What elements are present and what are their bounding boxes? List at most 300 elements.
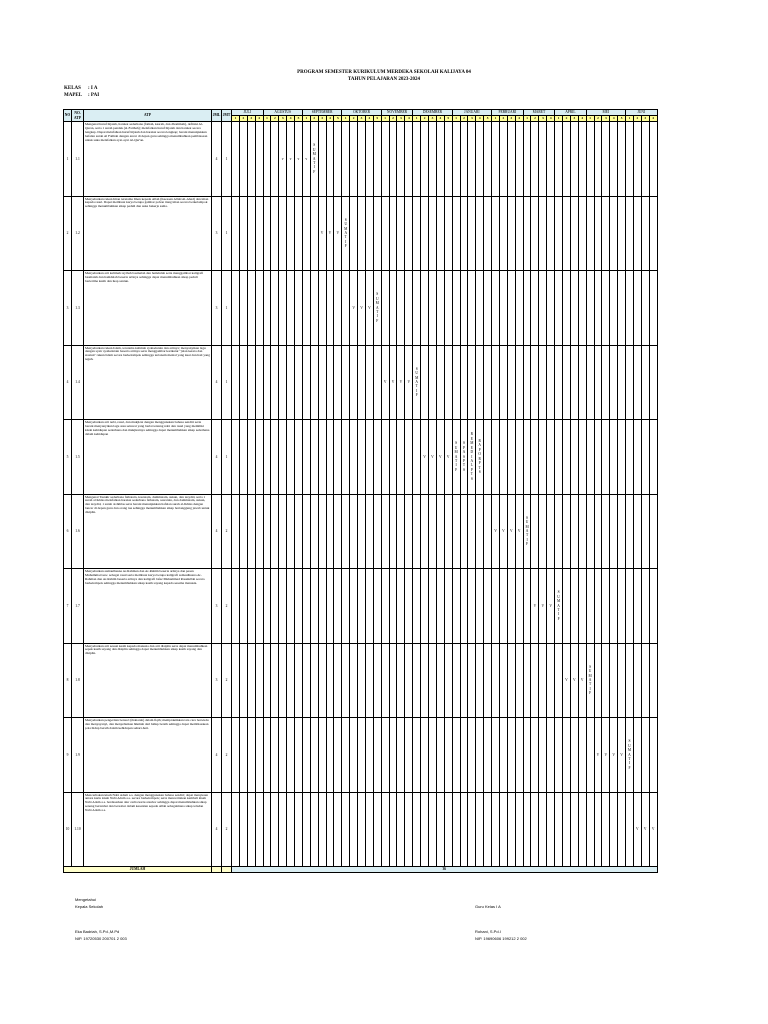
week-cell [318,643,326,718]
table-row [64,569,658,644]
week-cell [492,643,500,718]
jmt-value: 1 [222,420,232,495]
week-cell [302,718,310,793]
week-cell [626,569,634,644]
week-cell [476,569,484,644]
week-cell [649,494,657,569]
week-cell [515,271,523,346]
header-no: NO [64,110,72,122]
jml-value: 3 [212,643,222,718]
week-cell [468,196,476,271]
week-mark: V [641,792,649,867]
week-cell [342,271,350,346]
week-cell [421,792,429,867]
week-cell [405,196,413,271]
week-cell [602,271,610,346]
week-mark: S U M A T I F [523,494,531,569]
week-cell [334,271,342,346]
week-cell [421,494,429,569]
week-cell [255,569,263,644]
week-number: 3 [507,116,515,122]
week-cell [350,792,358,867]
week-cell [413,569,421,644]
week-cell [326,792,334,867]
week-cell [547,718,555,793]
week-cell [570,345,578,420]
week-number: 1 [342,116,350,122]
week-cell [618,420,626,495]
week-cell [484,345,492,420]
week-cell [318,271,326,346]
week-cell [610,494,618,569]
week-cell [531,122,539,197]
week-cell [389,196,397,271]
week-cell [287,569,295,644]
week-cell [602,345,610,420]
week-mark: R E M E D I A L P T S [468,420,476,495]
week-cell [271,345,279,420]
week-cell [444,569,452,644]
week-cell [460,196,468,271]
week-cell [239,718,247,793]
week-cell [239,196,247,271]
week-cell [405,569,413,644]
week-cell [405,122,413,197]
week-cell [405,718,413,793]
week-cell [436,494,444,569]
week-cell [247,122,255,197]
week-cell [232,569,240,644]
week-cell [602,569,610,644]
week-cell [633,271,641,346]
week-cell [499,569,507,644]
week-cell [626,643,634,718]
week-number: 3 [570,116,578,122]
week-cell [476,792,484,867]
week-cell [373,792,381,867]
week-cell [295,569,303,644]
week-cell [405,271,413,346]
week-cell [232,792,240,867]
week-cell [507,643,515,718]
week-cell [350,420,358,495]
week-cell [405,494,413,569]
week-cell [381,122,389,197]
week-number: 2 [389,116,397,122]
row-number: 10 [64,792,72,867]
week-cell [334,792,342,867]
week-cell [649,569,657,644]
week-mark: V [389,345,397,420]
week-cell [586,718,594,793]
week-cell [342,569,350,644]
week-cell [586,271,594,346]
week-number: 4 [610,116,618,122]
week-cell [547,420,555,495]
week-cell [570,569,578,644]
week-cell [436,196,444,271]
week-cell [413,643,421,718]
week-cell [547,643,555,718]
week-cell [263,196,271,271]
week-cell [578,196,586,271]
week-cell [263,718,271,793]
week-cell [476,494,484,569]
atp-description: Mengenal Tasnkir sederhana fathatain, kasratain, dummatain, sukun, dan tasydid, serta 1 surah al ikhlas melafalkan harakat sederhana fathatain, sasratain, dan dammatain, sukun, dan tasydid, 1 surah al-Ikhlas serta berani menunjukkan hafalan surah al-Ikhlas dengan lancar di depan guru dan orang tua sehingga menumbuhkan sikap bertanggung jawab untuk disiplin. [84,494,212,569]
week-cell [334,718,342,793]
week-cell [302,494,310,569]
week-cell [381,420,389,495]
week-cell [594,643,602,718]
week-cell [271,122,279,197]
week-cell [570,271,578,346]
week-cell [279,271,287,346]
week-mark: V [405,345,413,420]
jml-value: 4 [212,122,222,197]
week-cell [302,420,310,495]
week-cell [484,569,492,644]
week-cell [570,420,578,495]
week-cell [389,643,397,718]
week-cell [358,420,366,495]
week-cell [484,718,492,793]
atp-number: 1.7 [72,569,84,644]
week-cell [570,122,578,197]
week-cell [547,792,555,867]
week-number: 1 [523,116,531,122]
week-number: 2 [310,116,318,122]
table-row [64,792,658,867]
guru-kelas-nip: NIP. 19690606 199212 2 002 [475,936,527,941]
week-cell [365,345,373,420]
week-cell [476,718,484,793]
week-cell [641,122,649,197]
jmt-value: 2 [222,643,232,718]
guru-kelas-label: Guru Kelas I A [475,904,501,909]
jmt-value: 1 [222,122,232,197]
week-number: 2 [499,116,507,122]
week-cell [594,196,602,271]
week-cell [421,196,429,271]
week-cell [255,271,263,346]
week-cell [310,718,318,793]
footer-jmt-cell [222,867,232,873]
week-cell [586,494,594,569]
jmt-value: 2 [222,792,232,867]
jml-value: 3 [212,569,222,644]
program-semester-table [63,109,658,873]
week-cell [610,420,618,495]
week-cell [539,420,547,495]
week-cell [539,792,547,867]
week-mark: S U M A T I F [342,196,350,271]
week-number: 1 [263,116,271,122]
week-cell [499,122,507,197]
week-number: 4 [547,116,555,122]
week-cell [563,345,571,420]
week-cell [271,569,279,644]
week-cell [255,196,263,271]
week-cell [271,792,279,867]
week-cell [649,420,657,495]
week-cell [255,420,263,495]
week-cell [452,792,460,867]
week-cell [389,271,397,346]
week-cell [381,196,389,271]
document-title: PROGRAM SEMESTER KURIKULUM MERDEKA SEKOLAH KALIJAYA 04 [297,70,471,75]
week-cell [610,271,618,346]
week-cell [263,569,271,644]
week-cell [334,569,342,644]
week-cell [460,271,468,346]
week-cell [602,792,610,867]
week-cell [239,420,247,495]
week-cell [499,643,507,718]
week-mark: V [515,494,523,569]
guru-kelas-name: Rohani, S.Pd.I [475,929,501,934]
week-cell [326,643,334,718]
week-cell [563,420,571,495]
week-cell [271,271,279,346]
week-number: 1 [586,116,594,122]
week-cell [326,271,334,346]
week-number: 3 [397,116,405,122]
week-cell [633,643,641,718]
week-number: 5 [334,116,342,122]
month-header: JULI [232,110,264,116]
week-cell [287,420,295,495]
week-cell [452,122,460,197]
week-cell [271,643,279,718]
week-cell [547,494,555,569]
week-mark: V [429,420,437,495]
week-cell [507,271,515,346]
week-cell [594,569,602,644]
week-cell [515,420,523,495]
week-cell [358,643,366,718]
week-cell [563,494,571,569]
week-number: 5 [618,116,626,122]
week-cell [232,345,240,420]
week-number: 2 [350,116,358,122]
week-cell [586,196,594,271]
row-number: 8 [64,643,72,718]
week-cell [460,122,468,197]
week-cell [484,122,492,197]
week-cell [594,420,602,495]
week-cell [358,792,366,867]
week-cell [602,494,610,569]
week-cell [247,345,255,420]
week-cell [594,792,602,867]
week-mark: V [397,345,405,420]
week-mark: V [633,792,641,867]
week-cell [555,345,563,420]
week-cell [468,792,476,867]
week-cell [318,420,326,495]
week-cell [563,271,571,346]
footer-jml-cell [212,867,222,873]
week-cell [232,196,240,271]
week-cell [239,271,247,346]
week-cell [444,345,452,420]
row-number: 9 [64,718,72,793]
week-mark: V [602,718,610,793]
week-cell [350,122,358,197]
week-cell [563,718,571,793]
week-cell [429,345,437,420]
week-cell [255,792,263,867]
atp-number: 1.9 [72,718,84,793]
week-cell [334,494,342,569]
atp-description: Menyebutkan asmaulhusna Ar-Rahman dan Ar-Rahim beserta artinya dan pesan Muhammad saw. sebagai rasul serta membuat karya berupa kaligrafi asmaulhusna Ar-Rahman dan Ar-Rahim beserta artinya dan kaligrafi lafaz Muhammad Rasulullah secara berkelompok sehingga menumbuhkan sikap kasih sayang kepada sesama manusia. [84,569,212,644]
week-number: 1 [232,116,240,122]
week-cell [342,345,350,420]
week-cell [618,569,626,644]
month-header: JUNI [626,110,658,116]
week-cell [287,271,295,346]
atp-number: 1.6 [72,494,84,569]
week-cell [626,196,634,271]
week-cell [444,271,452,346]
week-cell [295,196,303,271]
week-cell [381,792,389,867]
week-cell [492,271,500,346]
week-cell [302,643,310,718]
month-header: SEPTEMBER [302,110,341,116]
week-cell [373,494,381,569]
footer-row [64,867,658,873]
week-cell [381,643,389,718]
week-cell [618,643,626,718]
week-number: 3 [429,116,437,122]
week-cell [389,420,397,495]
week-cell [232,643,240,718]
week-cell [232,271,240,346]
week-cell [492,718,500,793]
jml-value: 4 [212,718,222,793]
week-cell [389,718,397,793]
atp-number: 1.2 [72,196,84,271]
week-cell [523,792,531,867]
week-cell [641,420,649,495]
week-cell [476,643,484,718]
atp-description: Menyebutkan arti sesuai kasih kepada manusia dan arti disiplin serta dapat menumbuhkan sepak kasih sayang dan disiplin sehingga dapat menumbuhkan sikap kasih sayang dan disiplin. [84,643,212,718]
table-row [64,718,658,793]
week-cell [633,420,641,495]
week-cell [310,569,318,644]
week-cell [358,494,366,569]
week-cell [350,345,358,420]
week-cell [318,718,326,793]
week-cell [507,345,515,420]
jmt-value: 2 [222,718,232,793]
week-number: 5 [484,116,492,122]
week-cell [350,718,358,793]
week-cell [381,494,389,569]
week-cell [342,643,350,718]
week-cell [397,718,405,793]
week-number: 2 [460,116,468,122]
week-cell [507,569,515,644]
footer-jumlah-label: JUMLAH [64,867,212,873]
week-number: 4 [405,116,413,122]
week-cell [247,196,255,271]
week-mark: V [326,196,334,271]
week-cell [373,345,381,420]
week-cell [436,569,444,644]
week-number: 1 [555,116,563,122]
week-cell [232,420,240,495]
kelas-label: KELAS [64,86,81,91]
week-cell [444,122,452,197]
week-cell [239,569,247,644]
week-number: 4 [476,116,484,122]
week-cell [279,494,287,569]
week-cell [436,271,444,346]
week-cell [499,718,507,793]
week-cell [232,494,240,569]
week-cell [531,643,539,718]
week-cell [350,569,358,644]
week-cell [397,122,405,197]
week-cell [350,196,358,271]
week-mark: S U M A T I F [555,569,563,644]
week-mark: S U M A T I F [373,271,381,346]
week-number: 5 [373,116,381,122]
week-number: 4 [436,116,444,122]
week-cell [578,271,586,346]
week-cell [531,420,539,495]
week-cell [539,643,547,718]
week-cell [507,718,515,793]
week-cell [287,792,295,867]
week-cell [247,420,255,495]
month-header: APRIL [555,110,587,116]
week-cell [373,196,381,271]
week-cell [460,643,468,718]
week-cell [468,569,476,644]
week-cell [507,122,515,197]
week-cell [429,271,437,346]
jmt-value: 1 [222,196,232,271]
document-subtitle: TAHUN PELAJARAN 2023-2024 [347,77,421,82]
week-cell [381,569,389,644]
week-cell [555,271,563,346]
mapel-label: MAPEL [64,93,83,98]
week-mark: S U M A T I F [413,345,421,420]
week-cell [594,494,602,569]
week-cell [295,643,303,718]
week-cell [523,271,531,346]
week-cell [436,345,444,420]
week-cell [381,718,389,793]
week-cell [389,792,397,867]
week-cell [373,569,381,644]
week-cell [626,494,634,569]
jmt-value: 2 [222,494,232,569]
week-number: 4 [255,116,263,122]
week-cell [310,643,318,718]
week-number: 2 [271,116,279,122]
atp-description: Mengenal huruf hijaiah, harakat sederhana (fathah, kasrah, dan dhommah), definisi Al-Quran, serta 1 surah pendek (al-Fatihah); melafalkan huruf hijaiah dan harakat secara lengkap. Dapat melafalkan huruf hijaiah dan harakat secara lengkap; berani menunjukkan hafalan surah Al Fatihah dengan ancar di depan guru sehingga menumbuhkan pembiasaan untuk suka melafalkan ayat-ayat Al-Qur'an. [84,122,212,197]
week-cell [555,420,563,495]
week-cell [492,420,500,495]
week-cell [429,569,437,644]
week-cell [515,122,523,197]
month-header: FEBRUARI [492,110,524,116]
week-cell [618,271,626,346]
